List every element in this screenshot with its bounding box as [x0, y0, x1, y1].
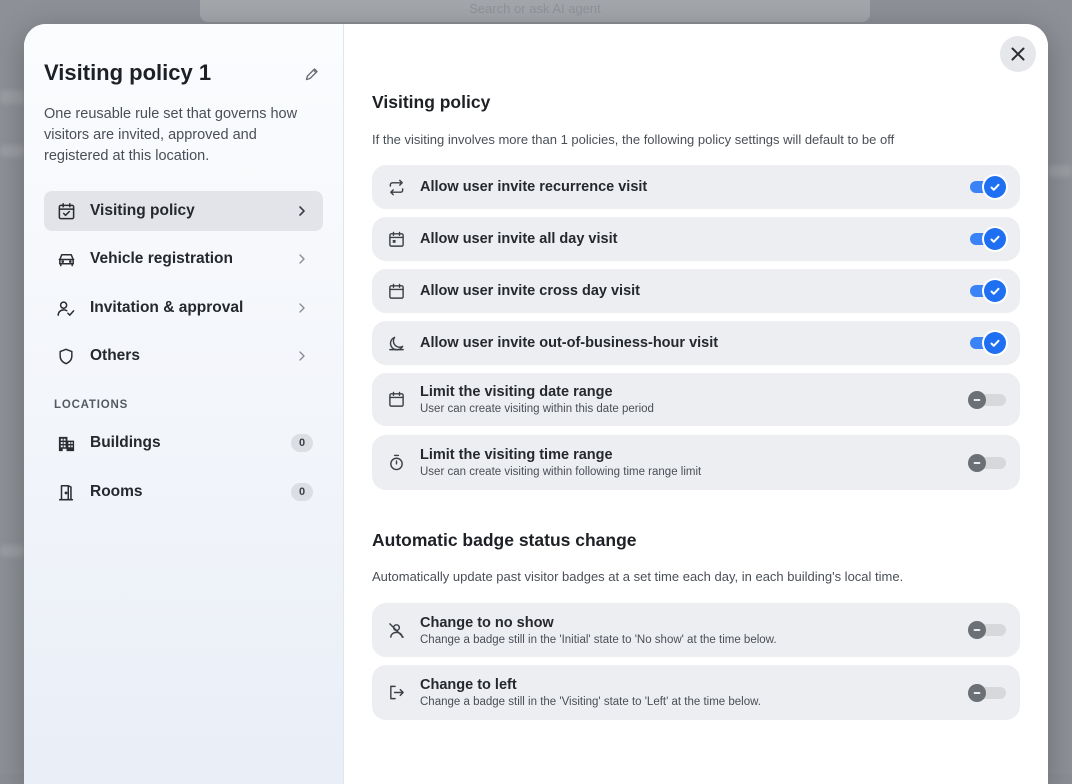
nav-item-label: Invitation & approval: [90, 299, 244, 316]
nav-item-rooms[interactable]: [44, 472, 323, 512]
nav-item-invitation-approval[interactable]: [44, 288, 323, 328]
toggle-switch[interactable]: [970, 283, 1006, 299]
nav-item-visiting-policy[interactable]: [44, 191, 323, 231]
background-search-bar: [200, 0, 870, 22]
setting-title: Allow user invite cross day visit: [420, 283, 640, 299]
chevron-right-icon: [295, 204, 309, 218]
car-icon: [56, 249, 76, 269]
background-blur: [0, 545, 24, 557]
pencil-icon: [304, 66, 320, 82]
minus-icon: [972, 458, 982, 468]
nav-item-others[interactable]: [44, 336, 323, 376]
setting-title: Change to left: [420, 677, 517, 693]
toggle-switch[interactable]: [970, 179, 1006, 195]
setting-title: Limit the visiting time range: [420, 447, 613, 463]
toggle-switch[interactable]: [970, 455, 1006, 471]
background-blur: [1048, 165, 1072, 177]
building-icon: [56, 433, 76, 453]
toggle-switch[interactable]: [970, 685, 1006, 701]
setting-subtitle: User can create visiting within following time range limit: [420, 466, 702, 478]
check-icon: [989, 285, 1001, 297]
nav-item-label: Buildings: [90, 434, 161, 451]
policy-modal: [24, 24, 1048, 784]
check-icon: [989, 233, 1001, 245]
minus-icon: [972, 688, 982, 698]
calendar-day-icon: [387, 230, 405, 248]
stopwatch-icon: [387, 454, 405, 472]
setting-row-change-to-left: [372, 665, 1020, 720]
count-badge: 0: [291, 434, 313, 452]
user-off-icon: [387, 621, 405, 639]
calendar-icon: [387, 391, 405, 409]
check-icon: [989, 337, 1001, 349]
calendar-icon: [387, 282, 405, 300]
nav-item-buildings[interactable]: [44, 423, 323, 463]
toggle-switch[interactable]: [970, 335, 1006, 351]
setting-row-out-of-business-hour-visit: [372, 321, 1020, 365]
setting-row-time-range: [372, 435, 1020, 490]
nav-item-label: Vehicle registration: [90, 250, 233, 267]
locations-heading: LOCATIONS: [54, 399, 129, 411]
setting-subtitle: Change a badge still in the 'Visiting' state to 'Left' at the time below.: [420, 696, 762, 708]
chevron-right-icon: [295, 349, 309, 363]
toggle-switch[interactable]: [970, 231, 1006, 247]
setting-row-all-day-visit: [372, 217, 1020, 261]
door-icon: [56, 482, 76, 502]
section-description-visiting-policy: If the visiting involves more than 1 policies, the following policy settings will default to be off: [372, 132, 895, 147]
background-search-placeholder: Search or ask AI agent: [469, 1, 601, 16]
nav-item-label: Visiting policy: [90, 202, 195, 219]
logout-icon: [387, 684, 405, 702]
calendar-check-icon: [56, 201, 76, 221]
setting-title: Change to no show: [420, 614, 554, 631]
setting-row-change-to-no-show: [372, 603, 1020, 657]
nav-item-label: Others: [90, 347, 140, 364]
setting-subtitle: User can create visiting within this date period: [420, 403, 654, 415]
toggle-switch[interactable]: [970, 392, 1006, 408]
minus-icon: [972, 395, 982, 405]
setting-row-date-range: [372, 373, 1020, 426]
count-badge: 0: [291, 483, 313, 501]
user-check-icon: [56, 298, 76, 318]
close-button[interactable]: [1000, 36, 1036, 72]
setting-row-cross-day-visit: [372, 269, 1020, 313]
moon-icon: [387, 334, 405, 352]
edit-title-button[interactable]: [304, 66, 322, 84]
setting-title: Allow user invite out-of-business-hour visit: [420, 335, 719, 351]
section-description-badge-status: Automatically update past visitor badges at a set time each day, in each building's local time.: [372, 569, 904, 584]
policy-title: Visiting policy 1: [44, 60, 212, 85]
background-blur: [0, 145, 24, 157]
setting-title: Allow user invite all day visit: [420, 231, 618, 247]
close-icon: [1010, 46, 1026, 62]
policy-description: One reusable rule set that governs how visitors are invited, approved and registered at this location.: [44, 106, 298, 164]
setting-subtitle: Change a badge still in the 'Initial' state to 'No show' at the time below.: [420, 633, 777, 646]
setting-row-recurrence-visit: [372, 165, 1020, 209]
shield-icon: [56, 346, 76, 366]
repeat-icon: [387, 178, 405, 196]
setting-title: Allow user invite recurrence visit: [420, 179, 648, 195]
minus-icon: [972, 625, 982, 635]
chevron-right-icon: [295, 252, 309, 266]
setting-title: Limit the visiting date range: [420, 384, 613, 400]
modal-content: [344, 24, 1048, 784]
toggle-switch[interactable]: [970, 622, 1006, 638]
nav-item-label: Rooms: [90, 483, 143, 500]
nav-item-vehicle-registration[interactable]: [44, 239, 323, 279]
background-blur: [0, 90, 24, 104]
chevron-right-icon: [295, 301, 309, 315]
section-title-badge-status: Automatic badge status change: [372, 530, 637, 550]
modal-sidebar: [24, 24, 344, 784]
section-title-visiting-policy: Visiting policy: [372, 92, 491, 112]
check-icon: [989, 181, 1001, 193]
